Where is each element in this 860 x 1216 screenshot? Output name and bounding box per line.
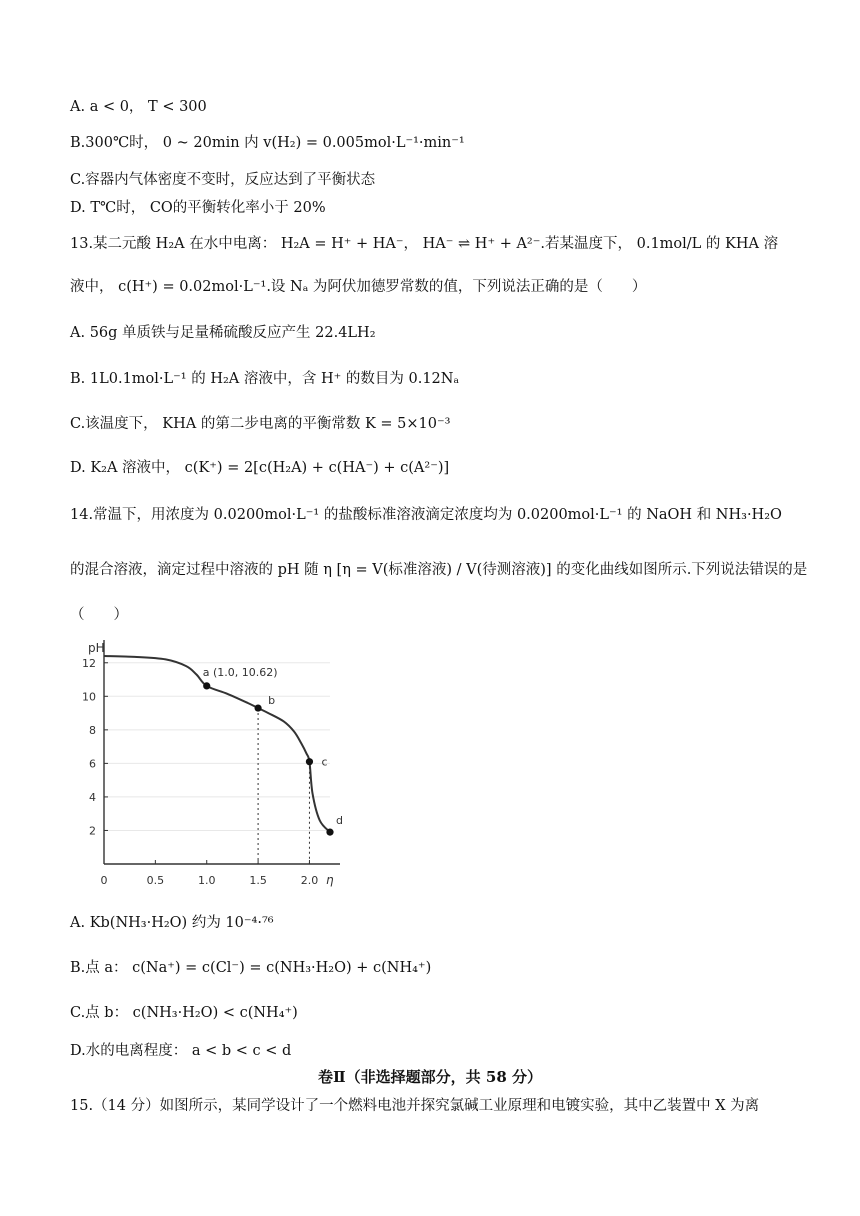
x-tick-label: 1.0 — [197, 874, 216, 887]
y-tick-label: 4 — [89, 790, 96, 804]
q12-option-a: A. a < 0， T < 300 — [70, 99, 207, 115]
x-tick-label: 1.5 — [249, 874, 267, 887]
q14-stem-line1: 14.常温下，用浓度为 0.0200mol·L⁻¹ 的盐酸标准溶液滴定浓度均为 0.0200mol·L⁻¹ 的 NaOH 和 NH₃·H₂O — [70, 507, 782, 523]
titration-chart — [70, 628, 370, 898]
q13-option-a: A. 56g 单质铁与足量稀硫酸反应产生 22.4LH₂ — [70, 325, 376, 341]
q14-option-a: A. Kb(NH₃·H₂O) 约为 10⁻⁴·⁷⁶ — [70, 915, 274, 931]
y-axis-label: pH — [88, 641, 105, 655]
point-label-a: a (1.0, 10.62) — [202, 665, 278, 679]
point-d — [326, 829, 333, 836]
point-label-d: d — [336, 814, 343, 828]
point-label-c: c — [321, 755, 328, 769]
x-tick-label: 0 — [100, 874, 108, 887]
q13-option-b: B. 1L0.1mol·L⁻¹ 的 H₂A 溶液中，含 H⁺ 的数目为 0.12Nₐ — [70, 371, 460, 387]
y-tick-label: 6 — [89, 757, 96, 771]
q13-stem-line1: 13.某二元酸 H₂A 在水中电离： H₂A = H⁺ + HA⁻， HA⁻ ⇌ H⁺ + A²⁻.若某温度下， 0.1mol/L 的 KHA 溶 — [70, 236, 779, 252]
q15-stem: 15.（14 分）如图所示，某同学设计了一个燃料电池并探究氯碱工业原理和电镀实验，其中乙装置中 X 为离 — [70, 1098, 760, 1114]
section-ii-title: 卷Ⅱ（非选择题部分，共 58 分） — [318, 1068, 542, 1086]
q14-option-c: C.点 b： c(NH₃·H₂O) < c(NH₄⁺) — [70, 1005, 298, 1021]
q13-stem-line2: 液中， c(H⁺) = 0.02mol·L⁻¹.设 Nₐ 为阿伏加德罗常数的值，下列说法正确的是（ ） — [70, 279, 647, 295]
q13-option-d: D. K₂A 溶液中， c(K⁺) = 2[c(H₂A) + c(HA⁻) + c(A²⁻)] — [70, 460, 450, 476]
x-axis-label: η — [326, 873, 334, 887]
point-label-b: b — [268, 694, 276, 708]
q14-stem-line2: 的混合溶液，滴定过程中溶液的 pH 随 η [η = V(标准溶液) / V(待测溶液)] 的变化曲线如图所示.下列说法错误的是 — [70, 562, 808, 578]
y-tick-label: 12 — [82, 656, 96, 670]
x-tick-label: 0.5 — [146, 874, 165, 887]
y-tick-label: 10 — [82, 690, 96, 704]
q14-option-b: B.点 a： c(Na⁺) = c(Cl⁻) = c(NH₃·H₂O) + c(NH₄⁺) — [70, 960, 432, 976]
q13-option-c: C.该温度下， KHA 的第二步电离的平衡常数 K = 5×10⁻³ — [70, 416, 451, 432]
y-tick-label: 8 — [89, 723, 96, 737]
point-b — [254, 704, 261, 711]
q14-stem-line3: （ ） — [70, 607, 128, 623]
point-a — [203, 682, 210, 689]
ph-curve — [104, 656, 330, 832]
q12-option-d: D. T℃时， CO的平衡转化率小于 20% — [70, 200, 326, 216]
x-tick-label: 2.0 — [300, 874, 319, 887]
point-c — [306, 758, 313, 765]
q14-option-d: D.水的电离程度： a < b < c < d — [70, 1043, 292, 1059]
q12-option-b: B.300℃时， 0 ~ 20min 内 v(H₂) = 0.005mol·L⁻¹·min⁻¹ — [70, 135, 465, 151]
y-tick-label: 2 — [89, 824, 96, 838]
q12-option-c: C.容器内气体密度不变时，反应达到了平衡状态 — [70, 172, 376, 188]
